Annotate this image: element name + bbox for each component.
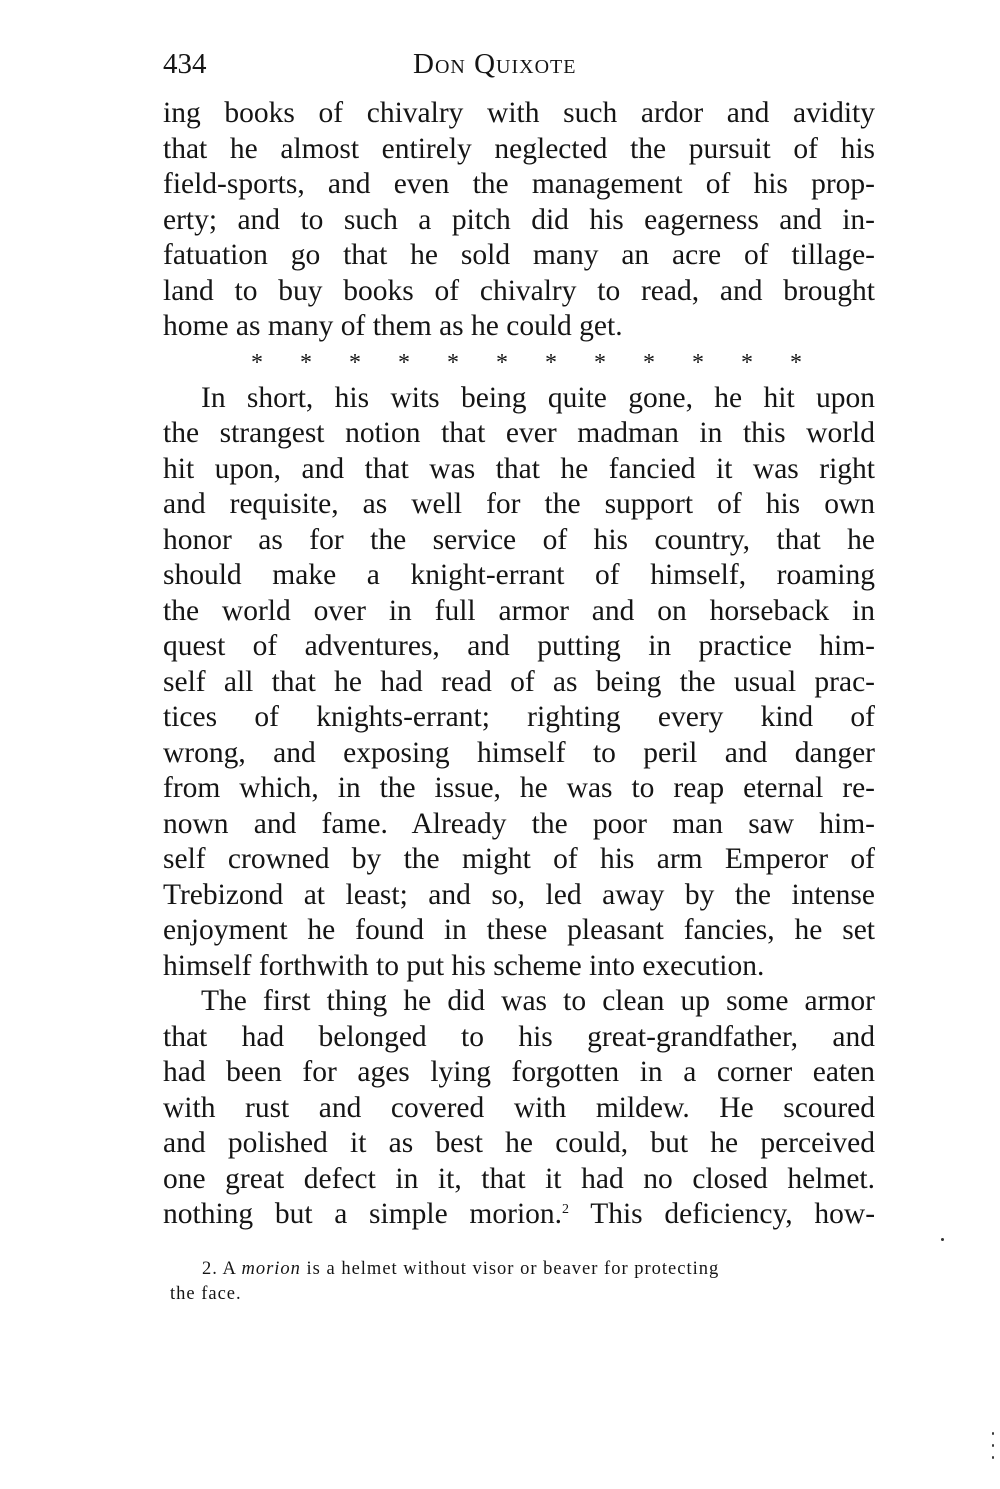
text-line: hit upon, and that was that he fancied it was right [163, 452, 875, 485]
text-line: and polished it as best he could, but he perceived [163, 1127, 875, 1159]
text-line: that he almost entirely neglected the pursuit of his [163, 132, 875, 165]
body-text [163, 96, 875, 1233]
text-line: the strangest notion that ever madman in this world [163, 417, 875, 449]
text-line: wrong, and exposing himself to peril and danger [163, 736, 875, 769]
asterisk: * [545, 349, 557, 376]
asterisk: * [643, 349, 655, 376]
scan-speck [941, 1238, 944, 1241]
footnote-text: is a helmet without visor or beaver for protecting [306, 1259, 720, 1279]
asterisk: * [300, 349, 312, 376]
text-line: enjoyment he found in these pleasant fancies, he set [163, 914, 875, 946]
asterisk: * [496, 349, 508, 376]
text-line: should make a knight-errant of himself, roaming [163, 559, 875, 591]
asterisk: * [741, 349, 753, 376]
text-line: that had belonged to his great-grandfather, and [163, 1020, 875, 1053]
asterisk: * [349, 349, 361, 376]
scan-speck [992, 1456, 994, 1459]
text-line: erty; and to such a pitch did his eagerness and in- [163, 203, 875, 236]
text-line: quest of adventures, and putting in practice him- [163, 630, 875, 662]
text-line: nown and fame. Already the poor man saw him- [163, 807, 875, 840]
paragraph-3 [163, 984, 875, 1233]
text-line: and requisite, as well for the support of his own [163, 488, 875, 520]
text-line: from which, in the issue, he was to reap eternal re- [163, 772, 875, 804]
text-line: The first thing he did was to clean up some armor [201, 985, 875, 1017]
footnote-term: morion [241, 1259, 301, 1279]
footnote [170, 1257, 882, 1307]
text-line: Trebizond at least; and so, led away by the intense [163, 878, 875, 911]
text-line: one great defect in it, that it had no closed helmet. [163, 1162, 875, 1195]
text-line: home as many of them as he could get. [163, 310, 623, 342]
scan-speck [992, 1444, 994, 1447]
text-line-with-note [163, 1197, 875, 1233]
asterisk: * [447, 349, 459, 376]
footnote-number: 2. [202, 1259, 218, 1279]
paragraph-1 [163, 96, 875, 345]
scan-speck [992, 1432, 994, 1435]
running-title: Don Quixote [413, 48, 577, 80]
text-line: fatuation go that he sold many an acre of tillage- [163, 239, 875, 271]
page-header [163, 46, 875, 86]
asterisk-separator [163, 345, 875, 381]
asterisk: * [398, 349, 410, 376]
text-line: field-sports, and even the management of his prop- [163, 168, 875, 200]
text-line: land to buy books of chivalry to read, and brought [163, 274, 875, 307]
text-line: In short, his wits being quite gone, he hit upon [201, 381, 875, 414]
text-line: himself forthwith to put his scheme into execution. [163, 949, 765, 982]
text-line: with rust and covered with mildew. He scoured [163, 1091, 875, 1124]
footnote-line: the face. [170, 1284, 242, 1304]
footnote-reference: 2 [562, 1202, 570, 1217]
paragraph-2 [163, 381, 875, 985]
text-line: tices of knights-errant; righting every kind of [163, 701, 875, 733]
text-line: had been for ages lying forgotten in a corner eaten [163, 1056, 875, 1088]
text-line: honor as for the service of his country, that he [163, 523, 875, 556]
text-line: the world over in full armor and on horseback in [163, 594, 875, 627]
footnote-line [170, 1257, 882, 1282]
footnote-article: A [222, 1259, 236, 1279]
asterisk: * [251, 349, 263, 376]
page-number: 434 [163, 48, 207, 80]
text-segment: This deficiency, how- [590, 1198, 876, 1230]
text-line: self crowned by the might of his arm Emperor of [163, 843, 875, 875]
asterisk: * [594, 349, 606, 376]
text-line: ing books of chivalry with such ardor and avidity [163, 97, 875, 129]
asterisk: * [790, 349, 802, 376]
asterisk: * [692, 349, 704, 376]
text-line: self all that he had read of as being the usual prac- [163, 665, 875, 698]
text-segment: nothing but a simple morion. [163, 1198, 563, 1230]
